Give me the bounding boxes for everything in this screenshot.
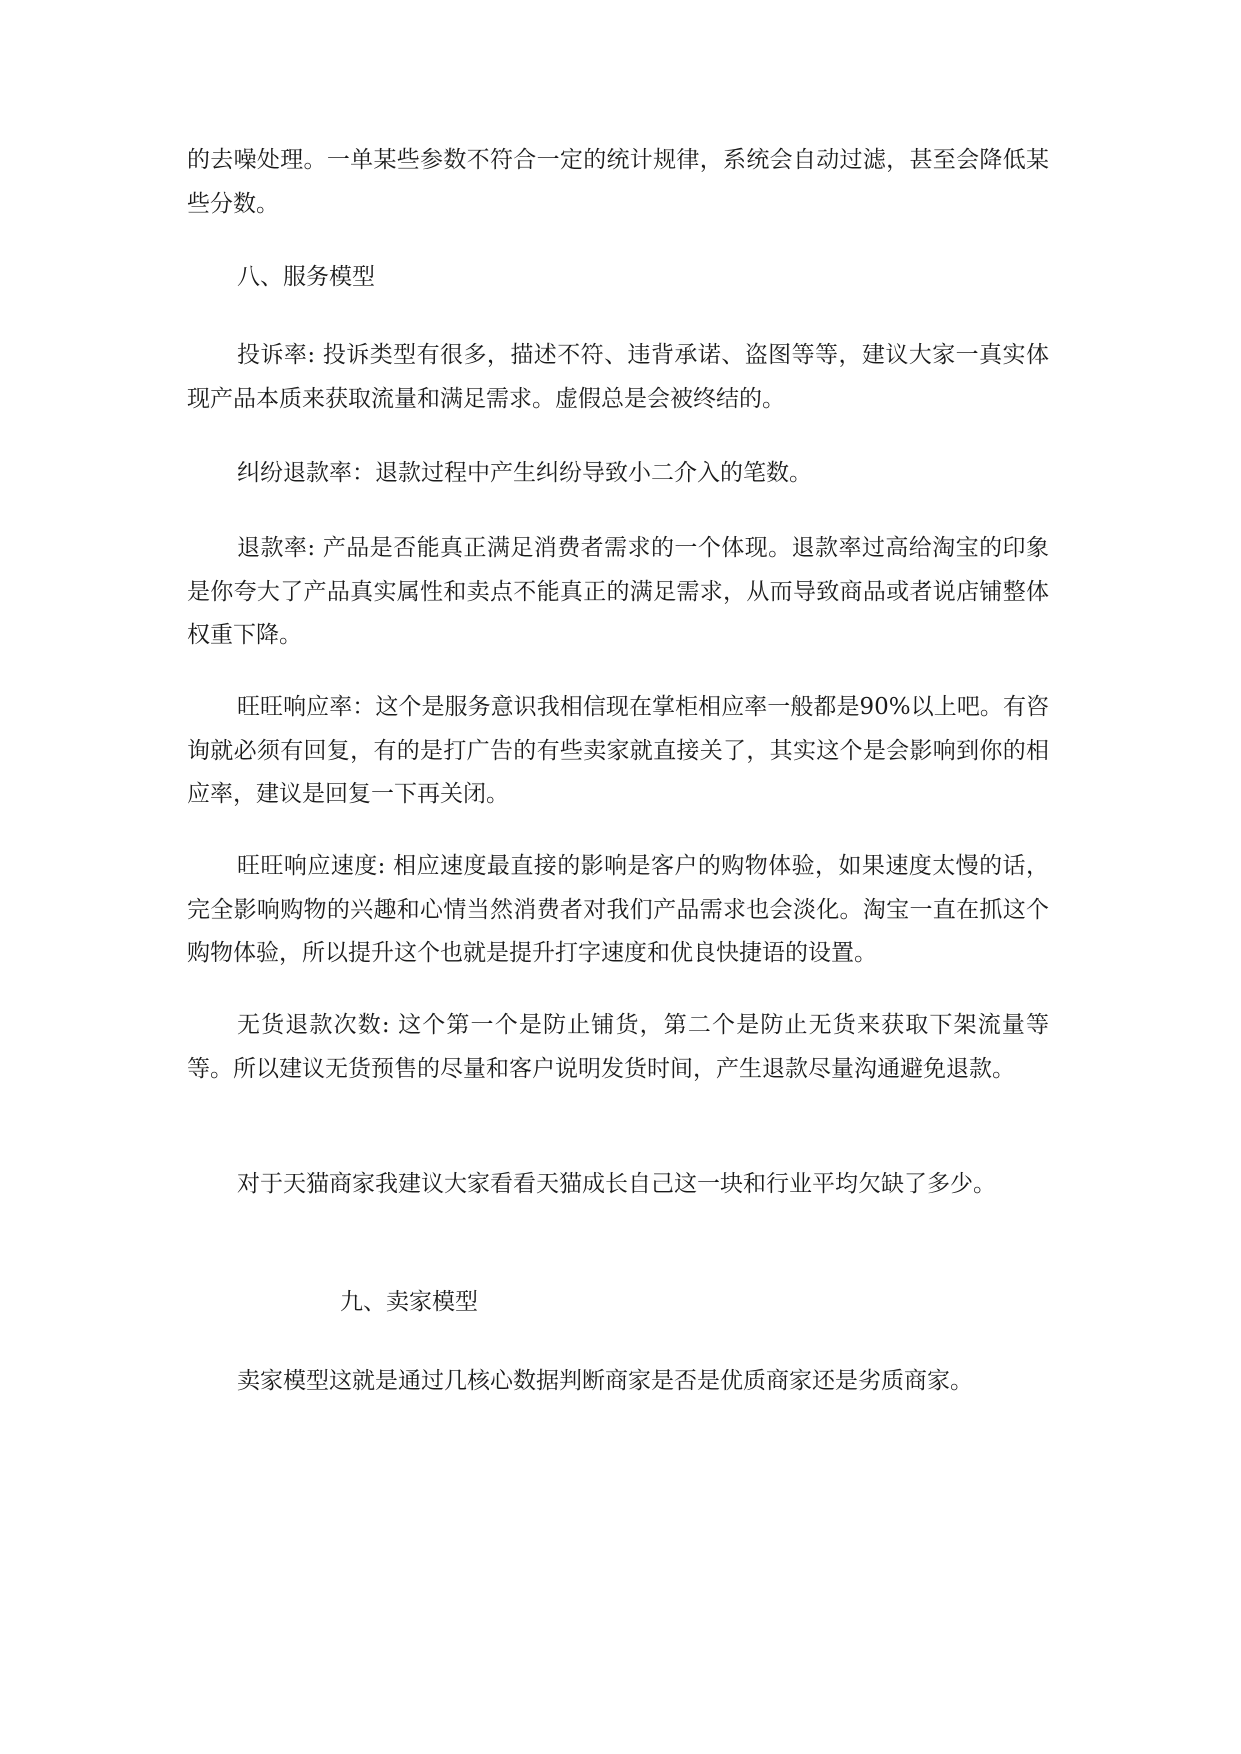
paragraph-out-of-stock-refunds: 无货退款次数: 这个第一个是防止铺货，第二个是防止无货来获取下架流量等等。所以建议无货预售的尽量和客户说明发货时间，产生退款尽量沟通避免退款。 xyxy=(187,1012,1049,1082)
paragraph-seller-model: 卖家模型这就是通过几核心数据判断商家是否是优质商家还是劣质商家。 xyxy=(237,1368,973,1394)
paragraph-denoise-continuation: 的去噪处理。一单某些参数不符合一定的统计规律，系统会自动过滤，甚至会降低某些分数。 xyxy=(187,147,1049,217)
paragraph-wangwang-response-speed: 旺旺响应速度: 相应速度最直接的影响是客户的购物体验，如果速度太慢的话，完全影响购物的兴趣和心情当然消费者对我们产品需求也会淡化。淘宝一直在抓这个购物体验，所以提升这个也就是提升打字速度和优良快捷语的设置。 xyxy=(187,853,1049,966)
paragraph-wangwang-response-rate: 旺旺响应率：这个是服务意识我相信现在掌柜相应率一般都是90%以上吧。有咨询就必须有回复，有的是打广告的有些卖家就直接关了，其实这个是会影响到你的相应率，建议是回复一下再关闭。 xyxy=(187,694,1049,807)
section-heading-seller-model: 九、卖家模型 xyxy=(340,1289,478,1315)
paragraph-dispute-refund-rate: 纠纷退款率：退款过程中产生纠纷导致小二介入的笔数。 xyxy=(237,460,812,486)
paragraph-tmall-merchants: 对于天猫商家我建议大家看看天猫成长自己这一块和行业平均欠缺了多少。 xyxy=(237,1171,996,1197)
section-heading-service-model: 八、服务模型 xyxy=(237,264,375,290)
paragraph-refund-rate: 退款率: 产品是否能真正满足消费者需求的一个体现。退款率过高给淘宝的印象是你夸大了产品真实属性和卖点不能真正的满足需求，从而导致商品或者说店铺整体权重下降。 xyxy=(187,535,1049,648)
paragraph-complaint-rate: 投诉率: 投诉类型有很多，描述不符、违背承诺、盗图等等，建议大家一真实体现产品本质来获取流量和满足需求。虚假总是会被终结的。 xyxy=(187,342,1049,412)
